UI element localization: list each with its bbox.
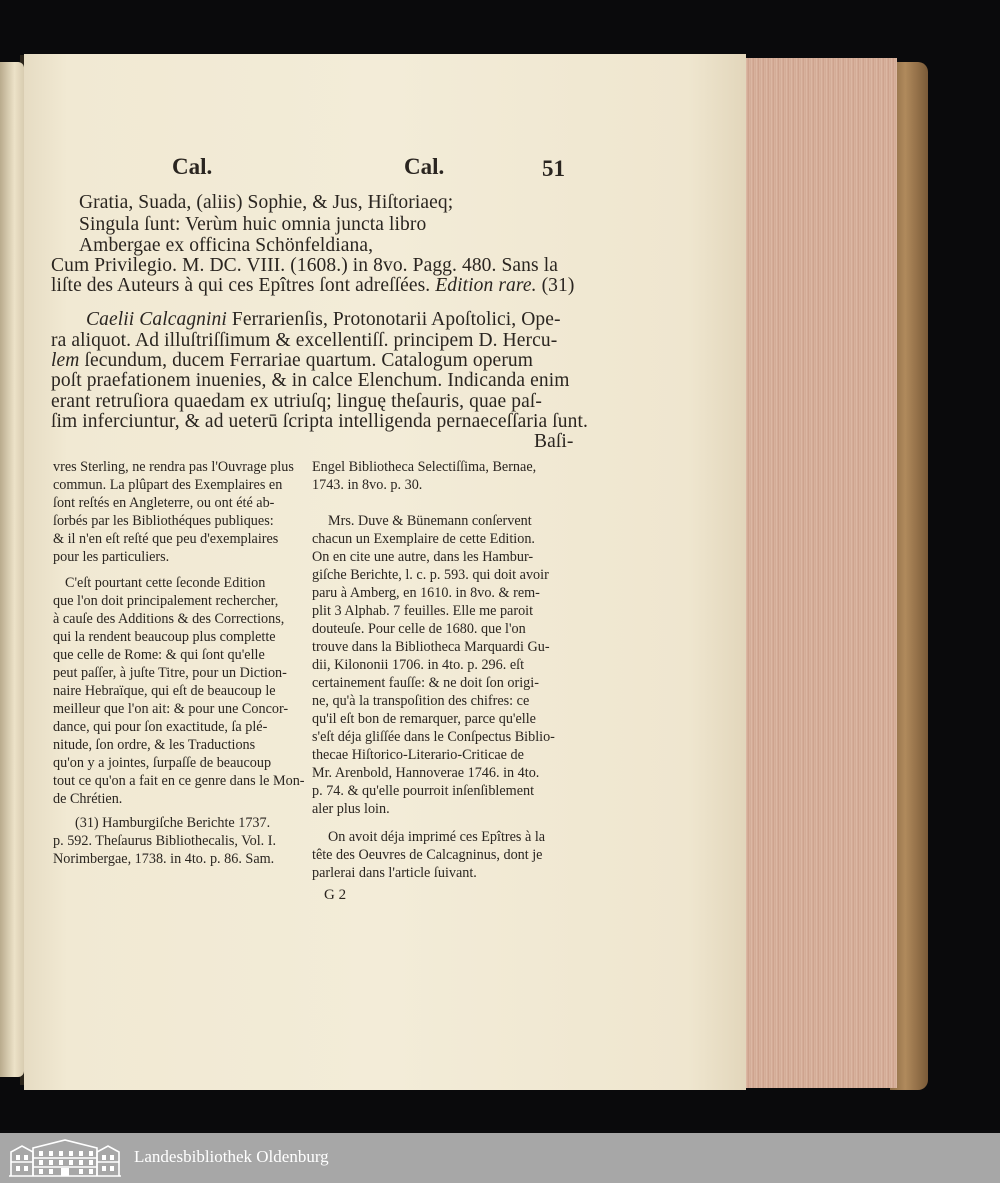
signature-mark: G 2 xyxy=(324,887,347,903)
entry-text: ſecundum, ducem Ferrariae quartum. Catalogum operum xyxy=(79,350,534,371)
entry-line-1 xyxy=(86,309,561,331)
right-col-line: On en cite une autre, dans les Hambur- xyxy=(312,549,534,565)
right-col-line: Mrs. Duve & Bünemann conſervent xyxy=(328,513,532,529)
left-col-line: vres Sterling, ne rendra pas l'Ouvrage plus xyxy=(53,459,294,475)
library-building-icon xyxy=(8,1138,122,1178)
imprint-line-1: Cum Privilegio. M. DC. VIII. (1608.) in 8vo. Pagg. 480. Sans la xyxy=(51,255,558,276)
verse-line-1: Gratia, Suada, (aliis) Sophie, & Jus, Hiſtoriaeq; xyxy=(79,192,454,213)
right-col-line: giſche Berichte, l. c. p. 593. qui doit avoir xyxy=(312,567,549,583)
left-col-line: de Chrétien. xyxy=(53,791,123,807)
left-col-line: pour les particuliers. xyxy=(53,549,170,565)
right-col-line: dii, Kilononii 1706. in 4to. p. 296. eſt xyxy=(312,657,525,673)
right-col-line: plit 3 Alphab. 7 feuilles. Elle me paroit xyxy=(312,603,534,619)
library-name: Landesbibliothek Oldenburg xyxy=(134,1147,329,1166)
left-col-line: C'eſt pourtant cette ſeconde Edition xyxy=(65,575,266,591)
left-col-line: tout ce qu'on a fait en ce genre dans le Mon- xyxy=(53,773,305,789)
left-col-line: naire Hebraïque, qui eſt de beaucoup le xyxy=(53,683,276,699)
right-col-line: p. 74. & qu'elle pourroit inſenſiblement xyxy=(312,783,535,799)
entry-line-3 xyxy=(51,350,533,372)
entry-line-6: ſim inferciuntur, & ad ueterū ſcripta intelligenda pernaeceſſaria ſunt. xyxy=(51,411,588,432)
entry-italic-word: lem xyxy=(51,350,80,371)
right-col-line: On avoit déja imprimé ces Epîtres à la xyxy=(328,829,546,845)
left-col-line: commun. La plûpart des Exemplaires en xyxy=(53,477,283,493)
right-col-line: parlerai dans l'article ſuivant. xyxy=(312,865,477,881)
left-page-edge xyxy=(0,62,24,1077)
verse-line-3: Ambergae ex officina Schönfeldiana, xyxy=(79,235,374,256)
left-col-line: nitude, ſon ordre, & les Traductions xyxy=(53,737,256,753)
right-col-line: tête des Oeuvres de Calcagninus, dont je xyxy=(312,847,543,863)
catchword: Baſi- xyxy=(534,431,574,452)
right-col-line: douteuſe. Pour celle de 1680. que l'on xyxy=(312,621,526,637)
verse-line-2: Singula ſunt: Verùm huic omnia juncta libro xyxy=(79,214,427,235)
right-col-line: trouve dans la Bibliotheca Marquardi Gu- xyxy=(312,639,550,655)
imprint-text: liſte des Auteurs à qui ces Epîtres ſont adreſſées. xyxy=(51,275,436,296)
footer-bar xyxy=(0,1133,1000,1183)
right-col-line: ne, qu'à la transpoſition des chifres: ce xyxy=(312,693,530,709)
footnote-line: (31) Hamburgiſche Berichte 1737. xyxy=(75,815,271,831)
left-col-line: qui la rendent beaucoup plus complette xyxy=(53,629,276,645)
entry-author-name: Caelii Calcagnini xyxy=(86,309,227,330)
left-col-line: à cauſe des Additions & des Corrections, xyxy=(53,611,285,627)
left-col-line: ſorbés par les Bibliothéques publiques: xyxy=(53,513,274,529)
entry-title-text: Ferrarienſis, Protonotarii Apoſtolici, Ope- xyxy=(226,309,561,330)
right-col-line: aler plus loin. xyxy=(312,801,390,817)
left-col-line: dance, qui pour ſon exactitude, ſa plé- xyxy=(53,719,268,735)
page-number: 51 xyxy=(542,156,565,181)
right-col-line: chacun un Exemplaire de cette Edition. xyxy=(312,531,535,547)
right-col-line: paru à Amberg, en 1610. in 8vo. & rem- xyxy=(312,585,540,601)
right-col-line: Engel Bibliotheca Selectiſſima, Bernae, xyxy=(312,459,537,475)
page-block-edge xyxy=(744,58,897,1088)
left-col-line: que l'on doit principalement rechercher, xyxy=(53,593,279,609)
left-col-line: qu'on y a jointes, ſurpaſſe de beaucoup xyxy=(53,755,272,771)
left-col-line: meilleur que l'on ait: & pour une Concor- xyxy=(53,701,289,717)
entry-line-2: ra aliquot. Ad illuſtriſſimum & excellentiſſ. principem D. Hercu- xyxy=(51,330,558,351)
right-col-line: Mr. Arenbold, Hannoverae 1746. in 4to. xyxy=(312,765,540,781)
footnote-line: p. 592. Theſaurus Bibliothecalis, Vol. I. xyxy=(53,833,277,849)
right-col-line: 1743. in 8vo. p. 30. xyxy=(312,477,423,493)
left-col-line: que celle de Rome: & qui ſont qu'elle xyxy=(53,647,265,663)
running-header-left: Cal. xyxy=(172,154,213,179)
book-page xyxy=(24,54,746,1090)
edition-rare-label: Edition rare. xyxy=(435,275,537,296)
right-col-line: qu'il eſt bon de remarquer, parce qu'elle xyxy=(312,711,536,727)
left-col-line: peut paſſer, à juſte Titre, pour un Diction- xyxy=(53,665,287,681)
running-header-center: Cal. xyxy=(404,154,445,179)
footnote-line: Norimbergae, 1738. in 4to. p. 86. Sam. xyxy=(53,851,275,867)
right-col-line: certainement fauſſe: & ne doit ſon origi- xyxy=(312,675,539,691)
right-col-line: thecae Hiſtorico-Literario-Criticae de xyxy=(312,747,524,763)
entry-line-5: erant retruſiora quaedam ex utriuſq; linguę theſauris, quae paſ- xyxy=(51,391,543,412)
imprint-line-2 xyxy=(51,275,574,297)
right-col-line: s'eſt déja gliſſée dans le Conſpectus Biblio- xyxy=(312,729,555,745)
left-col-line: ſont reſtés en Angleterre, ou ont été ab- xyxy=(53,495,275,511)
entry-line-4: poſt praefationem inuenies, & in calce Elenchum. Indicanda enim xyxy=(51,370,570,391)
footnote-ref: (31) xyxy=(536,275,575,296)
left-col-line: & il n'en eſt reſté que peu d'exemplaires xyxy=(53,531,279,547)
